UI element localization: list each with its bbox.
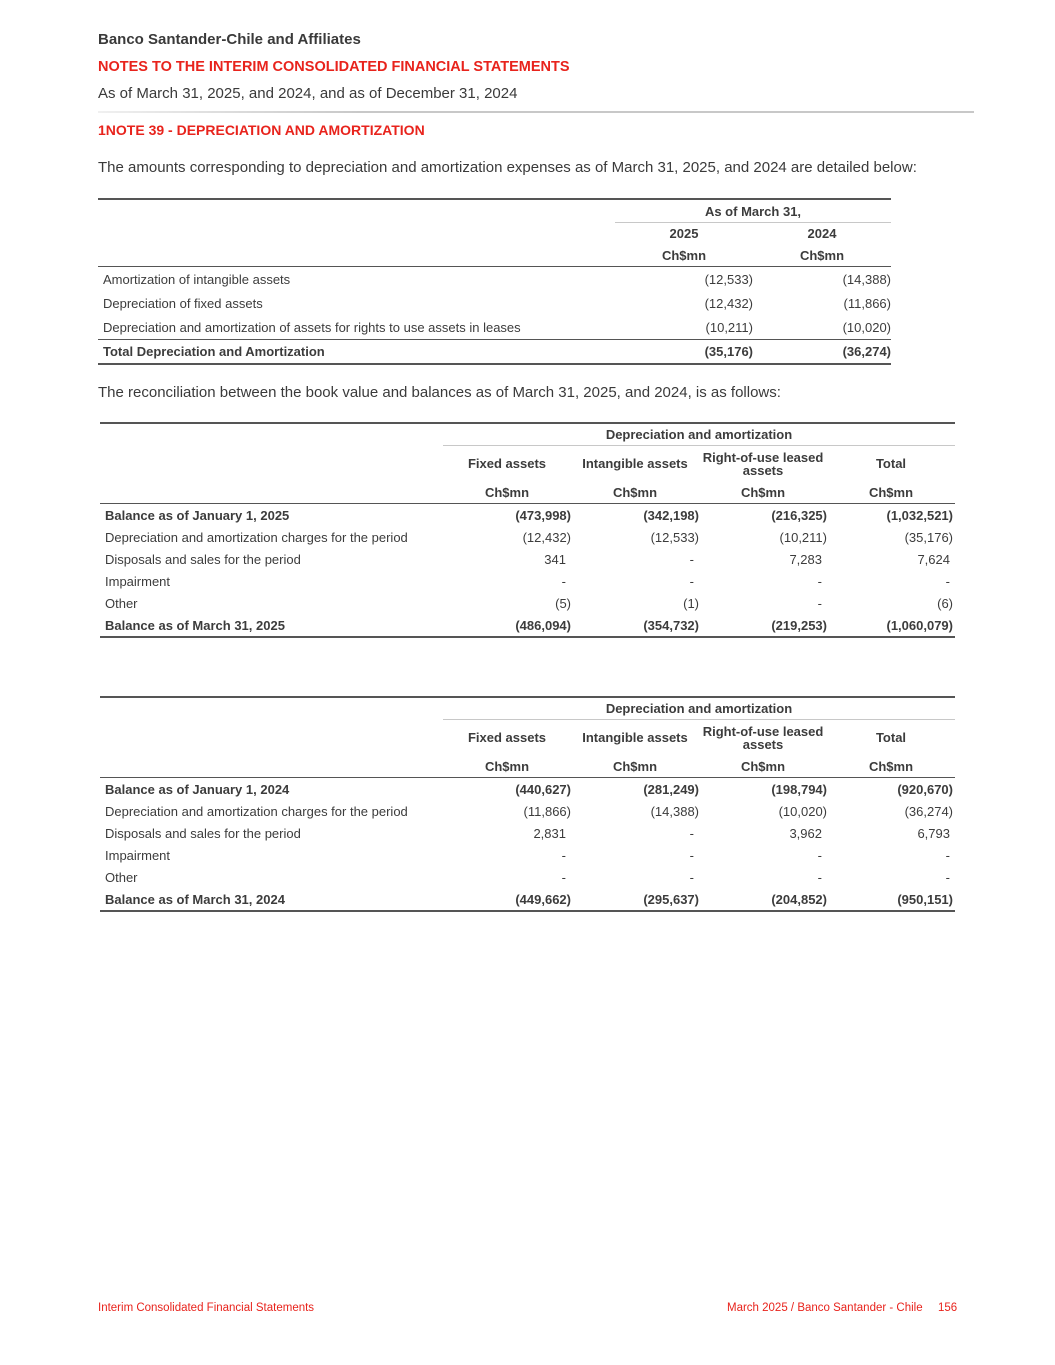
cell-value: (486,094) — [443, 614, 571, 637]
cell-value: (1) — [683, 595, 699, 611]
column-unit: Ch$mn — [443, 481, 571, 504]
reporting-period: As of March 31, 2025, and 2024, and as of December 31, 2024 — [98, 85, 518, 102]
column-header: Total — [875, 456, 907, 471]
cell-value: (449,662) — [443, 888, 571, 911]
cell-value: (35,176) — [615, 340, 753, 365]
table-row — [100, 822, 955, 844]
column-header: Fixed assets — [467, 456, 547, 471]
table-row — [100, 526, 955, 548]
column-header-year: 2025 — [669, 226, 699, 241]
table-row — [100, 866, 955, 888]
cell-value: (950,151) — [827, 888, 955, 911]
column-unit: Ch$mn — [443, 755, 571, 778]
table-row — [100, 614, 955, 637]
row-label: Depreciation and amortization charges for the period — [105, 803, 408, 819]
row-label: Impairment — [105, 573, 171, 589]
table-row — [100, 592, 955, 614]
column-unit: Ch$mn — [571, 755, 699, 778]
table-group-header: As of March 31, — [615, 199, 891, 223]
cell-value: (354,732) — [571, 614, 699, 637]
cell-value: (281,249) — [643, 781, 699, 797]
cell-value: - — [817, 869, 822, 885]
row-label: Other — [105, 595, 138, 611]
cell-value: - — [561, 847, 566, 863]
depreciation-summary-table — [98, 198, 891, 365]
row-label: Balance as of January 1, 2025 — [105, 507, 290, 523]
table-row — [100, 548, 955, 570]
cell-value: - — [817, 595, 822, 611]
header-divider — [98, 111, 974, 113]
table-row — [100, 844, 955, 866]
column-unit: Ch$mn — [753, 244, 891, 267]
cell-value: (36,274) — [904, 803, 953, 819]
cell-value: (440,627) — [515, 781, 571, 797]
cell-value: (14,388) — [842, 271, 891, 287]
cell-value: 2,831 — [533, 825, 566, 841]
cell-value: (920,670) — [897, 781, 953, 797]
cell-value: (12,432) — [522, 529, 571, 545]
cell-value: - — [817, 847, 822, 863]
cell-value: 7,283 — [789, 551, 822, 567]
footer-document-name: Interim Consolidated Financial Statements — [98, 1302, 315, 1314]
table-group-header: Depreciation and amortization — [443, 697, 955, 720]
table-row — [100, 778, 955, 801]
row-label: Balance as of March 31, 2024 — [100, 888, 443, 911]
cell-value: (36,274) — [753, 340, 891, 365]
column-header-year: 2024 — [807, 226, 837, 241]
column-header: Intangible assets — [582, 456, 688, 471]
reconciliation-table-2025 — [100, 422, 955, 638]
company-name: Banco Santander-Chile and Affiliates — [98, 31, 361, 48]
column-header: Intangible assets — [582, 730, 688, 745]
reconciliation-table-2024 — [100, 696, 955, 912]
row-label: Amortization of intangible assets — [103, 271, 291, 287]
cell-value: (14,388) — [650, 803, 699, 819]
reconciliation-intro: The reconciliation between the book value and balances as of March 31, 2025, and 2024, is as follows: — [98, 384, 781, 401]
row-label: Other — [105, 869, 138, 885]
cell-value: (10,211) — [779, 529, 827, 545]
cell-value: - — [689, 825, 694, 841]
column-header: Right-of-use leased assets — [702, 723, 824, 752]
cell-value: 341 — [544, 551, 566, 567]
note-intro: The amounts corresponding to depreciation and amortization expenses as of March 31, 2025, and 2024 are detailed below: — [98, 159, 917, 176]
cell-value: - — [817, 573, 822, 589]
column-header: Fixed assets — [467, 730, 547, 745]
row-label: Depreciation of fixed assets — [103, 295, 263, 311]
cell-value: 6,793 — [917, 825, 950, 841]
document-title: NOTES TO THE INTERIM CONSOLIDATED FINANCIAL STATEMENTS — [98, 59, 570, 75]
cell-value: (10,020) — [842, 319, 891, 335]
cell-value: - — [689, 847, 694, 863]
cell-value: - — [561, 869, 566, 885]
column-unit: Ch$mn — [699, 481, 827, 504]
cell-value: (10,211) — [705, 319, 753, 335]
cell-value: - — [945, 573, 950, 589]
table-row — [98, 315, 891, 340]
table-row — [98, 291, 891, 315]
total-row — [98, 340, 891, 365]
row-label: Depreciation and amortization charges for the period — [105, 529, 408, 545]
table-row — [98, 267, 891, 292]
cell-value: - — [561, 573, 566, 589]
cell-value: (1,032,521) — [886, 507, 953, 523]
row-label: Disposals and sales for the period — [105, 825, 301, 841]
cell-value: (204,852) — [699, 888, 827, 911]
footer-publication: March 2025 / Banco Santander - Chile — [727, 1302, 923, 1314]
table-row — [100, 800, 955, 822]
cell-value: (216,325) — [771, 507, 827, 523]
cell-value: (12,533) — [650, 529, 699, 545]
table-row — [100, 570, 955, 592]
table-group-header: Depreciation and amortization — [443, 423, 955, 446]
cell-value: - — [945, 869, 950, 885]
cell-value: (11,866) — [523, 803, 571, 819]
row-label: Balance as of March 31, 2025 — [100, 614, 443, 637]
column-unit: Ch$mn — [571, 481, 699, 504]
column-unit: Ch$mn — [699, 755, 827, 778]
column-header: Right-of-use leased assets — [702, 449, 824, 478]
cell-value: (1,060,079) — [827, 614, 955, 637]
column-unit: Ch$mn — [827, 755, 955, 778]
cell-value: - — [689, 551, 694, 567]
cell-value: (35,176) — [904, 529, 953, 545]
cell-value: 7,624 — [917, 551, 950, 567]
cell-value: (12,533) — [704, 271, 753, 287]
cell-value: 3,962 — [789, 825, 822, 841]
cell-value: (5) — [555, 595, 571, 611]
cell-value: (10,020) — [778, 803, 827, 819]
row-label: Total Depreciation and Amortization — [98, 340, 615, 365]
cell-value: (198,794) — [771, 781, 827, 797]
cell-value: (219,253) — [699, 614, 827, 637]
cell-value: (6) — [937, 595, 953, 611]
cell-value: - — [689, 573, 694, 589]
note-title: 1NOTE 39 - DEPRECIATION AND AMORTIZATION — [98, 122, 425, 138]
column-unit: Ch$mn — [615, 244, 753, 267]
cell-value: (342,198) — [643, 507, 699, 523]
column-unit: Ch$mn — [827, 481, 955, 504]
cell-value: (295,637) — [571, 888, 699, 911]
cell-value: - — [945, 847, 950, 863]
column-header: Total — [875, 730, 907, 745]
cell-value: (473,998) — [515, 507, 571, 523]
row-label: Impairment — [105, 847, 171, 863]
cell-value: (12,432) — [704, 295, 753, 311]
cell-value: (11,866) — [843, 295, 891, 311]
row-label: Balance as of January 1, 2024 — [105, 781, 290, 797]
page-number: 156 — [938, 1302, 958, 1314]
table-row — [100, 504, 955, 527]
row-label: Disposals and sales for the period — [105, 551, 301, 567]
cell-value: - — [689, 869, 694, 885]
row-label: Depreciation and amortization of assets for rights to use assets in leases — [103, 319, 521, 335]
table-row — [100, 888, 955, 911]
